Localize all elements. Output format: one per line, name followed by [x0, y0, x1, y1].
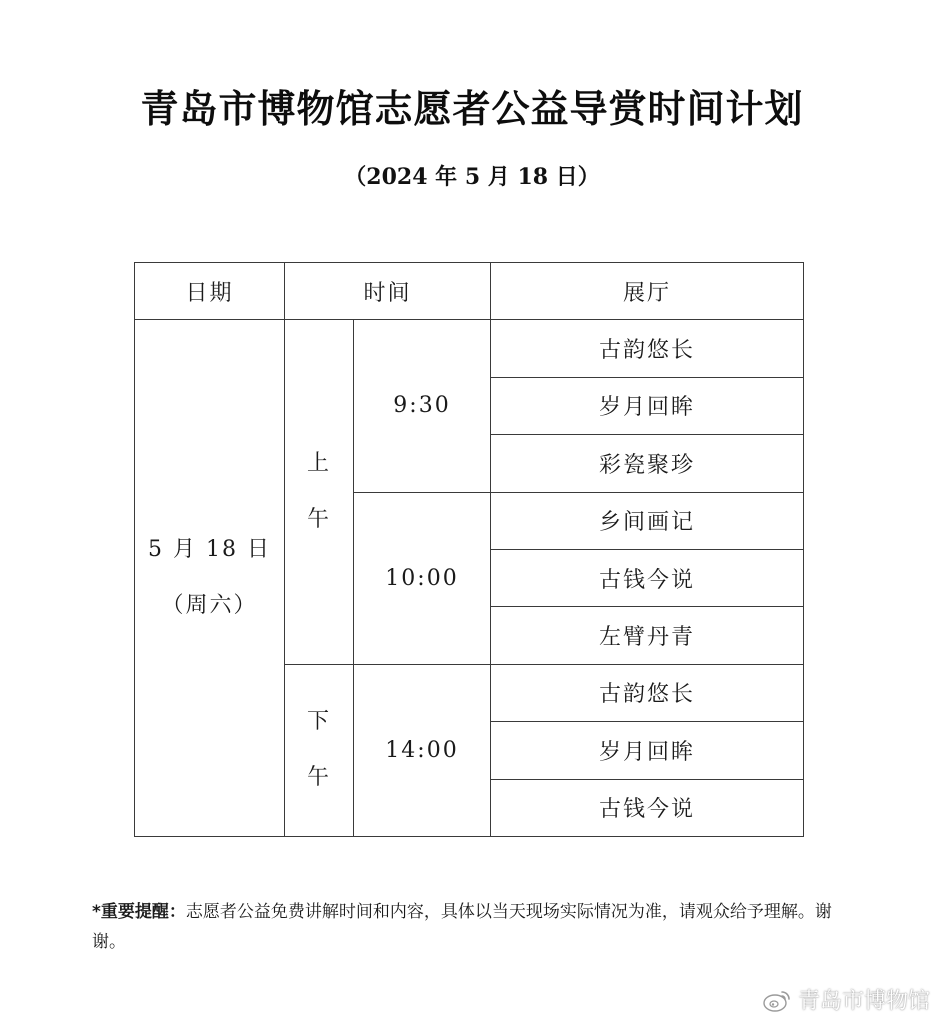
date-value: 5 月 18 日: [148, 537, 271, 563]
table-header-row: [135, 263, 804, 320]
page-title: 青岛市博物馆志愿者公益导赏时间计划: [140, 87, 804, 131]
watermark-text: 青岛市博物馆: [797, 989, 930, 1014]
hall-cell: 古钱今说: [491, 779, 804, 836]
time-slot: 9:30: [354, 320, 491, 492]
date-cell: [135, 320, 285, 837]
weekday-value: （周六）: [161, 593, 258, 619]
hall-cell: 古钱今说: [491, 549, 804, 606]
important-notice: [92, 897, 852, 957]
hall-cell: 岁月回眸: [491, 722, 804, 779]
weibo-icon: [762, 987, 792, 1013]
header-time: 时间: [285, 263, 491, 320]
schedule-table: [134, 262, 804, 837]
hall-cell: 古韵悠长: [491, 320, 804, 377]
hall-cell: 古韵悠长: [491, 664, 804, 721]
time-slot: 10:00: [354, 492, 491, 664]
notice-text: 志愿者公益免费讲解时间和内容，具体以当天现场实际情况为准，请观众给予理解。谢谢。: [92, 902, 832, 952]
hall-cell: 岁月回眸: [491, 377, 804, 434]
page-subtitle-date: （2024 年 5 月 18 日）: [344, 164, 600, 190]
period-afternoon-label: 下午: [306, 709, 331, 791]
hall-cell: 乡间画记: [491, 492, 804, 549]
period-afternoon: [285, 664, 354, 836]
header-hall: 展厅: [491, 263, 804, 320]
hall-cell: 左臂丹青: [491, 607, 804, 664]
period-morning: [285, 320, 354, 664]
hall-cell: 彩瓷聚珍: [491, 435, 804, 492]
period-morning-label: 上午: [306, 451, 331, 533]
table-row: [135, 320, 804, 377]
header-date: 日期: [135, 263, 285, 320]
time-slot: 14:00: [354, 664, 491, 836]
watermark: [762, 984, 930, 1015]
notice-label: *重要提醒：: [92, 902, 186, 922]
